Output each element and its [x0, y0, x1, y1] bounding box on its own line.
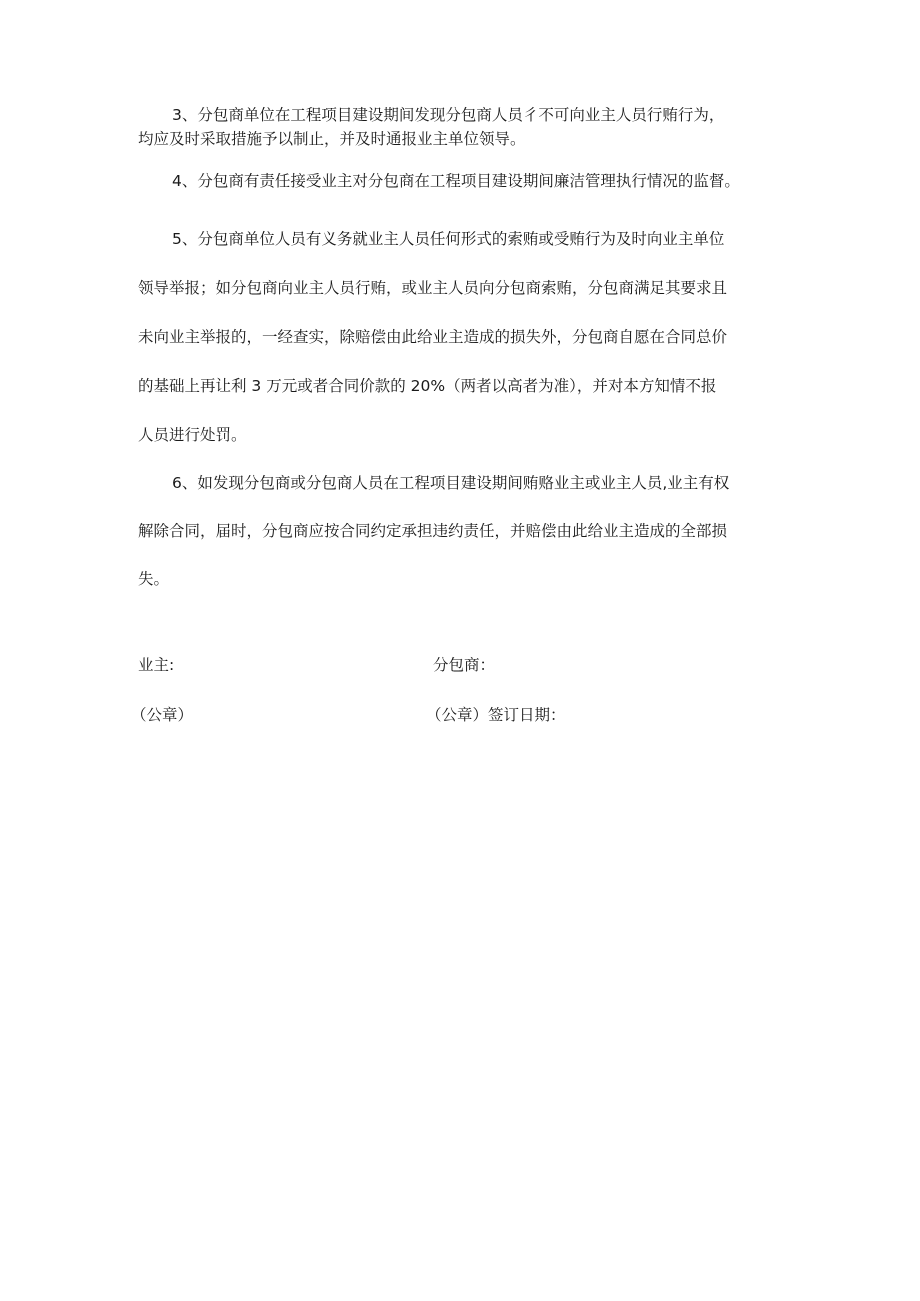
clause-6-line-2: 解除合同，届时，分包商应按合同约定承担违约责任，并赔偿由此给业主造成的全部损: [138, 522, 728, 540]
clause-6: [138, 459, 798, 603]
clause-3-line-1: 3、分包商单位在工程项目建设期间发现分包商人员彳不可向业主人员行贿行为，: [172, 106, 725, 124]
clause-5: [138, 215, 798, 460]
owner-signature-label: 业主:: [138, 656, 175, 674]
clause-5-line-5: 人员进行处罚。: [138, 426, 247, 444]
clause-5-line-1: 5、分包商单位人员有义务就业主人员任何形式的索贿或受贿行为及时向业主单位: [172, 230, 725, 248]
subcontractor-seal-date-label: （公章）签订日期：: [426, 706, 566, 724]
subcontractor-signature-label: 分包商：: [433, 656, 496, 674]
clause-4-line-1: 4、分包商有责任接受业主对分包商在工程项目建设期间廉洁管理执行情况的监督。: [172, 172, 740, 190]
clause-3-line-2: 均应及时采取措施予以制止，并及时通报业主单位领导。: [138, 130, 526, 148]
clause-5-line-4: 的基础上再让利 3 万元或者合同价款的 20%（两者以高者为准），并对本方知情不报: [138, 377, 717, 395]
clause-5-line-3: 未向业主举报的，一经查实，除赔偿由此给业主造成的损失外，分包商自愿在合同总价: [138, 328, 728, 346]
clause-6-line-1: 6、如发现分包商或分包商人员在工程项目建设期间贿赂业主或业主人员,业主有权: [172, 474, 730, 492]
clause-4: [138, 169, 798, 193]
clause-3: [138, 103, 798, 151]
clause-5-line-2: 领导举报；如分包商向业主人员行贿，或业主人员向分包商索贿，分包商满足其要求且: [138, 279, 728, 297]
owner-seal-label: （公章）: [131, 706, 194, 724]
clause-6-line-3: 失。: [138, 570, 170, 588]
